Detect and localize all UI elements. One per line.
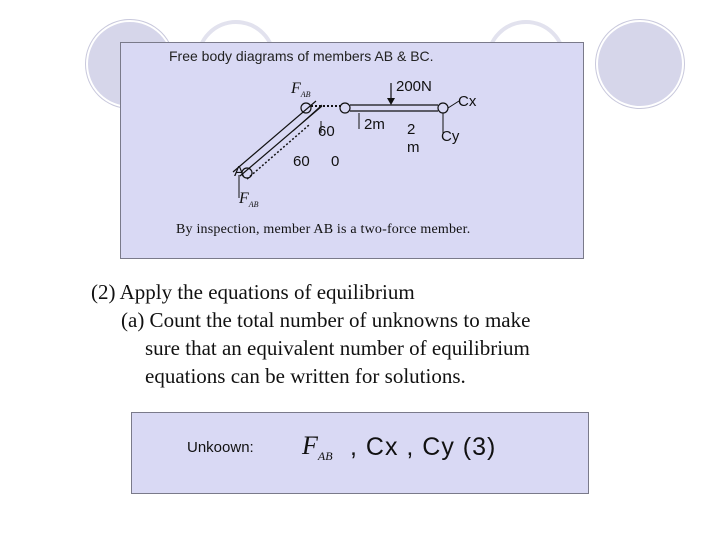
length-m-label: m: [407, 139, 420, 156]
zero-label: 0: [331, 153, 340, 170]
force-200n-arrow: [387, 83, 395, 105]
free-body-diagram-panel: [120, 42, 584, 259]
point-a-label: A: [234, 163, 245, 180]
instruction-line-4: equations can be written for solutions.: [145, 364, 466, 388]
instruction-line-1: (2) Apply the equations of equilibrium: [91, 280, 415, 304]
fab-label-top: $F_{AB}$: [291, 80, 311, 100]
pin-b-right: [340, 103, 350, 113]
diagram-caption: By inspection, member AB is a two-force member.: [176, 222, 471, 237]
instruction-line-2: (a) Count the total number of unknowns to make: [121, 308, 531, 332]
fab-label-bottom: $F_{AB}$: [239, 190, 259, 210]
pin-b-left: [301, 103, 311, 113]
force-200n-label: 200N: [396, 78, 432, 95]
decorative-circle: [596, 20, 684, 108]
diagram-title: Free body diagrams of members AB & BC.: [169, 48, 434, 64]
length-2-label: 2: [407, 121, 416, 138]
instruction-text: [91, 278, 530, 390]
unknowns-list: , Cx , Cy (3): [350, 433, 497, 461]
angle-label-top: 60: [318, 123, 335, 140]
unknowns-fab-symbol: $F_{AB}$: [302, 431, 333, 464]
cx-label: Cx: [458, 93, 477, 110]
length-2m-label: 2m: [364, 116, 385, 133]
angle-label-bottom: 60: [293, 153, 310, 170]
unknowns-label: Unkoown:: [187, 439, 254, 456]
cy-label: Cy: [441, 128, 460, 145]
member-bc: [350, 105, 438, 111]
pin-c: [438, 103, 448, 113]
unknowns-panel: [131, 412, 589, 494]
instruction-line-3: sure that an equivalent number of equilibrium: [145, 336, 530, 360]
